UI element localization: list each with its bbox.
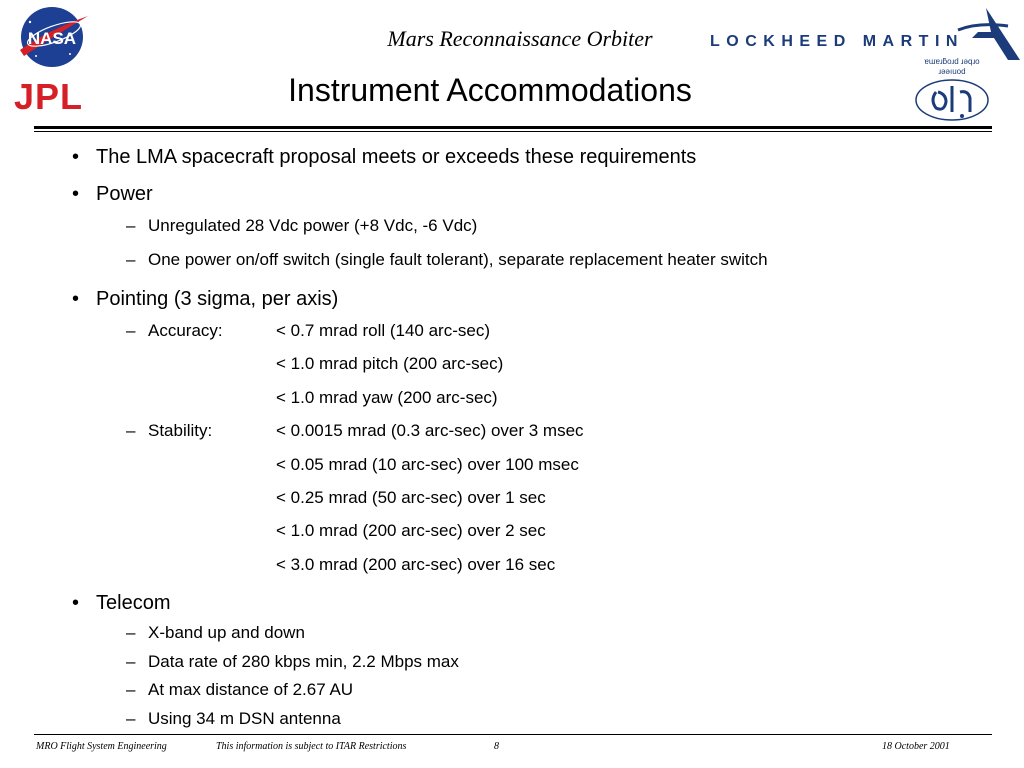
mro-logo	[910, 56, 994, 126]
stability-label: Stability:	[148, 421, 213, 440]
accuracy-label: Accuracy:	[148, 321, 223, 340]
dash-marker: –	[126, 250, 136, 269]
lockheed-martin-logo-text: LOCKHEED MARTIN	[710, 33, 964, 50]
header-divider-thin	[34, 131, 992, 132]
telecom-item: X-band up and down	[148, 623, 305, 642]
mro-logo-text-1: ɐɯɐɹƃoɹd ɹǝqɹo	[924, 57, 980, 66]
footer-page-number: 8	[494, 741, 499, 752]
slide-title: Instrument Accommodations	[288, 72, 692, 108]
telecom-item: Using 34 m DSN antenna	[148, 709, 341, 728]
power-heading: Power	[96, 183, 153, 205]
dash-marker: –	[126, 709, 136, 728]
accuracy-item: < 1.0 mrad yaw (200 arc-sec)	[276, 388, 498, 407]
telecom-item: At max distance of 2.67 AU	[148, 680, 354, 699]
dash-marker: –	[126, 652, 136, 671]
footer-left: MRO Flight System Engineering	[36, 741, 167, 752]
jpl-logo-text: JPL	[14, 80, 84, 112]
dash-marker: –	[126, 623, 136, 642]
accuracy-item: < 0.7 mrad roll (140 arc-sec)	[276, 321, 490, 340]
power-item-2: One power on/off switch (single fault tolerant), separate replacement heater switch	[148, 250, 768, 269]
footer-divider	[34, 734, 992, 735]
stability-item: < 0.0015 mrad (0.3 arc-sec) over 3 msec	[276, 421, 584, 440]
stability-item: < 0.25 mrad (50 arc-sec) over 1 sec	[276, 488, 546, 507]
footer-date: 18 October 2001	[882, 741, 950, 752]
header-divider-thick	[34, 126, 992, 129]
project-title: Mars Reconnaissance Orbiter	[387, 26, 653, 51]
power-item-1: Unregulated 28 Vdc power (+8 Vdc, -6 Vdc)	[148, 216, 478, 235]
stability-item: < 1.0 mrad (200 arc-sec) over 2 sec	[276, 521, 546, 540]
pointing-heading: Pointing (3 sigma, per axis)	[96, 288, 339, 310]
nasa-logo-text: NASA	[27, 29, 77, 48]
telecom-item: Data rate of 280 kbps min, 2.2 Mbps max	[148, 652, 459, 671]
nasa-logo	[14, 4, 92, 70]
footer-itar: This information is subject to ITAR Restrictions	[216, 741, 407, 752]
dash-marker: –	[126, 680, 136, 699]
jpl-logo	[12, 80, 120, 112]
bullet-marker: •	[72, 183, 80, 205]
dash-marker: –	[126, 421, 136, 440]
bullet-marker: •	[72, 146, 80, 168]
mro-logo-text-2: ɹǝǝıuod	[938, 67, 966, 76]
stability-item: < 3.0 mrad (200 arc-sec) over 16 sec	[276, 555, 556, 574]
dash-marker: –	[126, 216, 136, 235]
intro-item: The LMA spacecraft proposal meets or exceeds these requirements	[96, 146, 697, 168]
bullet-marker: •	[72, 592, 80, 614]
dash-marker: –	[126, 321, 136, 340]
bullet-marker: •	[72, 288, 80, 310]
lockheed-martin-logo	[708, 4, 1024, 64]
stability-item: < 0.05 mrad (10 arc-sec) over 100 msec	[276, 455, 579, 474]
accuracy-item: < 1.0 mrad pitch (200 arc-sec)	[276, 354, 504, 373]
telecom-heading: Telecom	[96, 592, 171, 614]
